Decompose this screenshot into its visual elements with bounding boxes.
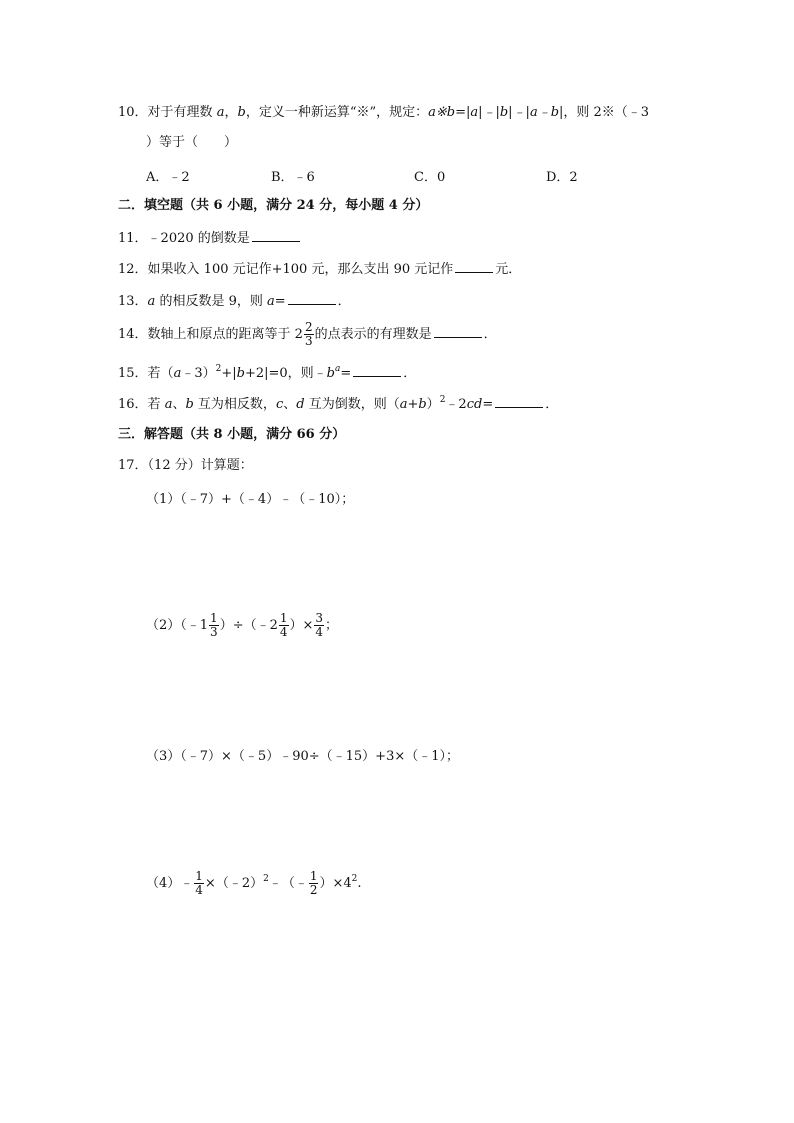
question-number: 12．: [118, 262, 148, 277]
fraction-denominator: 4: [315, 625, 324, 639]
exponent: 2: [439, 395, 446, 405]
question-text: 互为相反数，: [193, 397, 276, 412]
period: ．: [337, 294, 351, 309]
equals: =: [340, 366, 352, 381]
question-text: 若（: [147, 366, 174, 381]
question-text: ，则 2※（﹣3: [563, 105, 650, 120]
answer-blank[interactable]: [434, 325, 482, 338]
sub-question-text: （4）﹣: [146, 876, 194, 891]
sub-question-text: ×（﹣2）: [204, 876, 264, 891]
sub-question-text: ）×: [289, 618, 314, 633]
section-title: 二．填空题（共 6 小题，满分 24 分，每小题 4 分）: [118, 198, 429, 213]
question-text: 的相反数是 9，则: [155, 294, 267, 309]
comma: ，: [224, 105, 238, 120]
exponent: 2: [263, 874, 269, 884]
question-text: 、: [172, 397, 186, 412]
question-text: ﹣3）: [181, 366, 216, 381]
fraction: [304, 321, 314, 348]
option-c: C．0: [414, 170, 446, 185]
question-14: [118, 321, 497, 348]
var-a: a: [266, 294, 275, 309]
sub-question-text: .: [357, 876, 362, 891]
fraction: [209, 612, 219, 639]
question-13: [118, 292, 351, 311]
equals: =: [274, 294, 286, 309]
var-sum: a+b: [399, 397, 427, 412]
answer-blank[interactable]: [252, 229, 300, 242]
question-text: （12 分）计算题：: [147, 458, 253, 473]
fraction: [309, 870, 319, 897]
answer-blank[interactable]: [288, 292, 336, 305]
var-product: cd: [466, 397, 483, 412]
fraction-denominator: 2: [309, 883, 318, 897]
fraction-numerator: 3: [315, 611, 324, 625]
question-12: [118, 260, 521, 279]
period: ．: [483, 327, 497, 342]
question-text: ﹣2: [445, 397, 467, 412]
formula: a※b=|a|﹣|b|﹣|a﹣b|: [428, 105, 564, 120]
sub-question-text: ﹣（﹣: [268, 876, 308, 891]
var-c: c: [275, 397, 284, 412]
fraction: [194, 870, 204, 897]
question-text: 对于有理数: [147, 105, 213, 120]
fraction-numerator: 1: [210, 611, 218, 625]
question-10-line2: [146, 134, 237, 152]
answer-blank[interactable]: [495, 395, 543, 408]
question-text: 数轴上和原点的距离等于 2: [147, 327, 303, 342]
question-text: ﹣2020 的倒数是: [147, 231, 250, 246]
var-b: b: [185, 397, 194, 412]
question-number: 10．: [118, 105, 148, 120]
fraction-denominator: 3: [210, 625, 218, 639]
sub-question-2: [146, 612, 338, 639]
option-a: A．﹣2: [146, 170, 190, 185]
sub-question-text: ）÷（﹣2: [219, 618, 278, 633]
fraction-denominator: 4: [279, 625, 288, 639]
option-d: D．2: [546, 170, 578, 185]
question-text: +|: [221, 366, 237, 381]
sub-question-text: （2）（﹣1: [146, 618, 209, 633]
question-17: [118, 457, 253, 475]
exponent: 2: [351, 874, 358, 884]
question-text: 、: [283, 397, 297, 412]
question-number: 13．: [118, 294, 148, 309]
answer-blank[interactable]: [455, 260, 493, 273]
question-number: 16．: [118, 397, 148, 412]
question-number: 15．: [118, 366, 148, 381]
question-number: 14．: [118, 327, 148, 342]
question-text: 互为倒数，则（: [304, 397, 400, 412]
question-text: +2|=0，则﹣: [244, 366, 327, 381]
exponent: 2: [215, 364, 222, 374]
question-number: 17．: [118, 458, 148, 473]
var-a: a: [164, 397, 173, 412]
question-text: 的点表示的有理数是: [314, 327, 432, 342]
question-text: ）等于（ ）: [146, 135, 238, 150]
question-text: ，定义一种新运算“※”，规定：: [245, 105, 429, 120]
question-16: [118, 395, 558, 414]
question-number: 11．: [118, 231, 148, 246]
period: ．: [403, 366, 417, 381]
sub-question-text: ）×4: [319, 876, 352, 891]
sub-question-text: ；: [325, 618, 339, 633]
var-a: a: [216, 105, 225, 120]
period: ．: [545, 397, 559, 412]
fraction: [279, 612, 289, 639]
answer-blank[interactable]: [353, 364, 401, 377]
equals: =: [482, 397, 494, 412]
var-b: b: [326, 366, 335, 381]
fraction-numerator: 2: [304, 320, 313, 334]
question-text: 若: [147, 397, 165, 412]
exponent: a: [335, 364, 341, 374]
fraction-numerator: 1: [279, 611, 288, 625]
fraction-denominator: 3: [304, 334, 313, 348]
fraction: [314, 612, 324, 639]
var-b: b: [236, 366, 245, 381]
question-text: 元．: [495, 262, 522, 277]
sub-question-3: （3）（﹣7）×（﹣5）﹣90÷（﹣15）+3×（﹣1）；: [146, 749, 460, 764]
option-b: B．﹣6: [271, 170, 315, 185]
question-11: [118, 229, 302, 248]
section-title: 三．解答题（共 8 小题，满分 66 分）: [118, 427, 346, 442]
var-a: a: [173, 366, 182, 381]
question-text: ）: [426, 397, 440, 412]
var-a: a: [147, 294, 156, 309]
fraction-numerator: 1: [195, 869, 203, 883]
var-d: d: [296, 397, 305, 412]
var-b: b: [237, 105, 246, 120]
fraction-numerator: 1: [309, 869, 318, 883]
question-text: 如果收入 100 元记作+100 元，那么支出 90 元记作: [147, 262, 454, 277]
sub-question-4: [146, 870, 362, 897]
fraction-denominator: 4: [195, 883, 203, 897]
question-10-line1: [118, 104, 649, 122]
sub-question-1: （1）（﹣7）+（﹣4）﹣（﹣10）；: [146, 492, 355, 507]
question-15: [118, 364, 416, 383]
